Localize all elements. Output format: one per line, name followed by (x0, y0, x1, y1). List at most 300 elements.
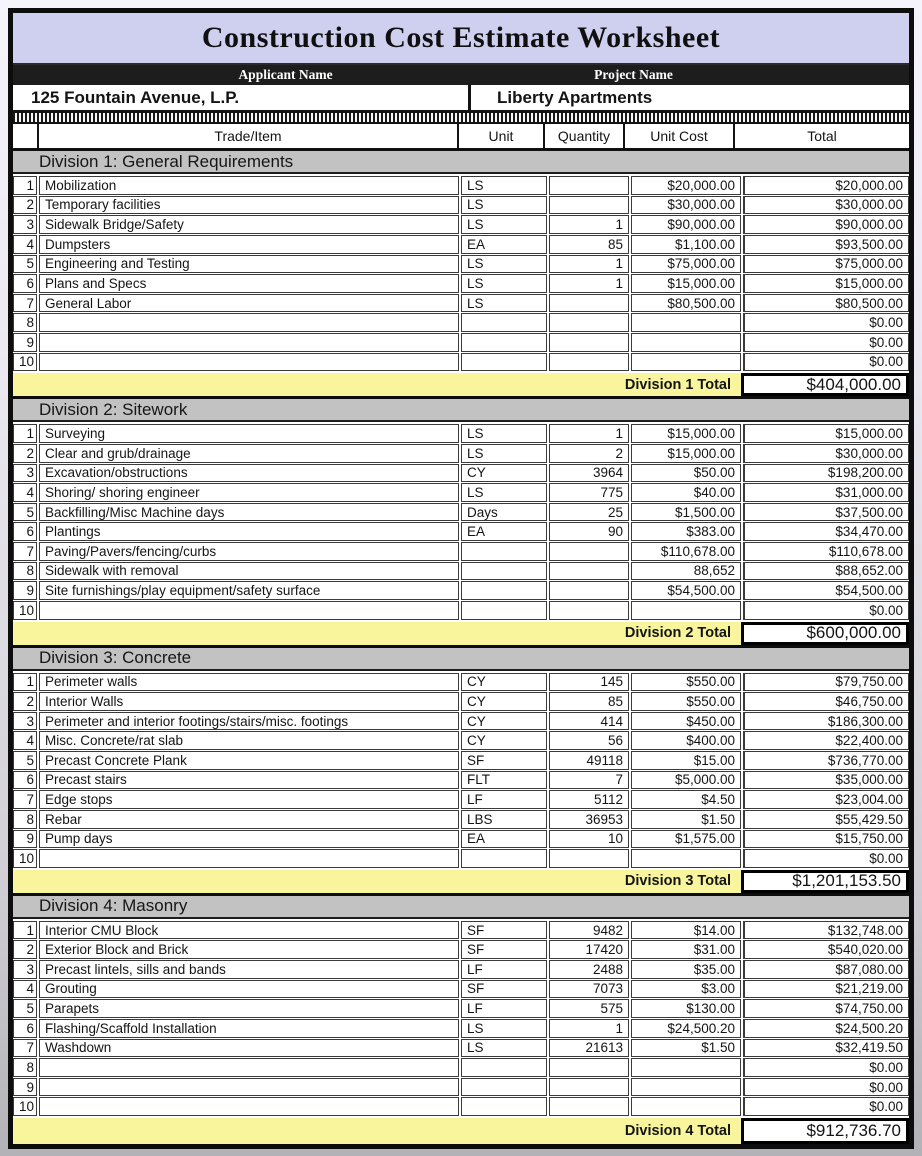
row-number-cell: 8 (13, 562, 37, 581)
unit-cell: SF (461, 921, 547, 940)
unit-cell: LF (461, 999, 547, 1018)
division-total-label: Division 2 Total (13, 622, 741, 645)
row-number-cell: 2 (13, 940, 37, 959)
divisions-container (13, 151, 909, 1144)
quantity-cell: 7 (549, 771, 629, 790)
unit-cell (461, 1058, 547, 1077)
table-row (13, 790, 909, 809)
quantity-cell: 575 (549, 999, 629, 1018)
trade-item-cell: Exterior Block and Brick (39, 940, 459, 959)
unit-cost-cell: $1,500.00 (631, 503, 741, 522)
trade-item-cell (39, 601, 459, 620)
quantity-cell (549, 1078, 629, 1097)
total-cell: $23,004.00 (743, 790, 909, 809)
quantity-cell (549, 294, 629, 313)
row-number-cell: 6 (13, 274, 37, 293)
row-number-cell: 4 (13, 235, 37, 254)
unit-cell: CY (461, 692, 547, 711)
row-number-cell: 8 (13, 810, 37, 829)
trade-item-cell: Interior Walls (39, 692, 459, 711)
quantity-cell: 10 (549, 830, 629, 849)
unit-cell (461, 313, 547, 332)
total-cell: $34,470.00 (743, 522, 909, 541)
row-number-cell: 3 (13, 215, 37, 234)
trade-item-cell (39, 849, 459, 868)
unit-cost-cell (631, 1078, 741, 1097)
division-total-label: Division 3 Total (13, 870, 741, 893)
column-header-unit: Unit (457, 124, 543, 148)
unit-cost-cell: $20,000.00 (631, 176, 741, 195)
quantity-cell: 9482 (549, 921, 629, 940)
quantity-cell: 49118 (549, 751, 629, 770)
unit-cell: SF (461, 751, 547, 770)
unit-cost-cell: $4.50 (631, 790, 741, 809)
unit-cost-cell: $40.00 (631, 483, 741, 502)
table-row (13, 464, 909, 483)
total-cell: $79,750.00 (743, 673, 909, 692)
total-cell: $30,000.00 (743, 196, 909, 215)
quantity-cell: 2488 (549, 960, 629, 979)
quantity-cell (549, 1097, 629, 1116)
unit-cost-cell: $75,000.00 (631, 255, 741, 274)
row-number-cell: 1 (13, 424, 37, 443)
applicant-name-value: 125 Fountain Avenue, L.P. (31, 87, 240, 107)
quantity-cell: 25 (549, 503, 629, 522)
division-header (13, 399, 909, 422)
trade-item-cell: Temporary facilities (39, 196, 459, 215)
division-section (13, 648, 909, 896)
quantity-cell (549, 196, 629, 215)
row-number-cell: 10 (13, 601, 37, 620)
total-cell: $132,748.00 (743, 921, 909, 940)
table-row (13, 235, 909, 254)
row-number-cell: 8 (13, 313, 37, 332)
table-row (13, 1097, 909, 1116)
trade-item-cell: Flashing/Scaffold Installation (39, 1019, 459, 1038)
table-row (13, 940, 909, 959)
name-labels-bar (13, 65, 909, 85)
quantity-cell (549, 542, 629, 561)
total-cell: $0.00 (743, 353, 909, 372)
total-cell: $21,219.00 (743, 980, 909, 999)
unit-cost-cell: $15.00 (631, 751, 741, 770)
quantity-cell (549, 353, 629, 372)
unit-cell: LS (461, 483, 547, 502)
quantity-cell: 85 (549, 235, 629, 254)
unit-cell (461, 542, 547, 561)
unit-cost-cell: $15,000.00 (631, 274, 741, 293)
row-number-cell: 3 (13, 960, 37, 979)
trade-item-cell (39, 1078, 459, 1097)
total-cell: $736,770.00 (743, 751, 909, 770)
unit-cell: LF (461, 790, 547, 809)
unit-cost-cell: $1.50 (631, 1039, 741, 1058)
row-number-cell: 7 (13, 294, 37, 313)
unit-cost-cell: $450.00 (631, 712, 741, 731)
table-row (13, 562, 909, 581)
quantity-cell: 145 (549, 673, 629, 692)
quantity-cell: 414 (549, 712, 629, 731)
total-cell: $90,000.00 (743, 215, 909, 234)
unit-cell (461, 333, 547, 352)
row-number-cell: 10 (13, 849, 37, 868)
total-cell: $15,750.00 (743, 830, 909, 849)
table-row (13, 353, 909, 372)
division-header (13, 151, 909, 174)
total-cell: $31,000.00 (743, 483, 909, 502)
total-cell: $54,500.00 (743, 581, 909, 600)
trade-item-cell: Interior CMU Block (39, 921, 459, 940)
unit-cell: CY (461, 712, 547, 731)
total-cell: $35,000.00 (743, 771, 909, 790)
unit-cost-cell: $130.00 (631, 999, 741, 1018)
quantity-cell (549, 601, 629, 620)
trade-item-cell: Plans and Specs (39, 274, 459, 293)
division-section (13, 151, 909, 399)
project-name-value: Liberty Apartments (468, 85, 909, 110)
row-number-cell: 1 (13, 673, 37, 692)
unit-cost-cell: $35.00 (631, 960, 741, 979)
total-cell: $87,080.00 (743, 960, 909, 979)
row-number-cell: 5 (13, 255, 37, 274)
division-rows (13, 671, 909, 869)
worksheet-title-bar (13, 13, 909, 65)
column-header-row (13, 124, 909, 151)
total-cell: $15,000.00 (743, 274, 909, 293)
applicant-name-label: Applicant Name (238, 67, 333, 82)
unit-cell: LS (461, 424, 547, 443)
unit-cost-cell: $550.00 (631, 673, 741, 692)
table-row (13, 255, 909, 274)
division-title: Division 4: Masonry (39, 896, 188, 916)
table-row (13, 444, 909, 463)
trade-item-cell: Mobilization (39, 176, 459, 195)
table-row (13, 731, 909, 750)
column-header-quantity: Quantity (543, 124, 623, 148)
column-header-trade-item: Trade/Item (37, 124, 457, 148)
unit-cell (461, 601, 547, 620)
project-name-label: Project Name (594, 67, 673, 82)
quantity-cell: 1 (549, 1019, 629, 1038)
unit-cell: LS (461, 176, 547, 195)
table-row (13, 196, 909, 215)
quantity-cell (549, 333, 629, 352)
trade-item-cell: Sidewalk Bridge/Safety (39, 215, 459, 234)
total-cell: $22,400.00 (743, 731, 909, 750)
unit-cell: LS (461, 1019, 547, 1038)
table-row (13, 999, 909, 1018)
row-number-cell: 8 (13, 1058, 37, 1077)
row-number-cell: 5 (13, 503, 37, 522)
table-row (13, 830, 909, 849)
table-row (13, 522, 909, 541)
row-number-cell: 7 (13, 790, 37, 809)
row-number-cell: 4 (13, 980, 37, 999)
unit-cell: LS (461, 444, 547, 463)
unit-cell: Days (461, 503, 547, 522)
unit-cell (461, 1097, 547, 1116)
total-cell: $93,500.00 (743, 235, 909, 254)
total-cell: $32,419.50 (743, 1039, 909, 1058)
trade-item-cell: Precast stairs (39, 771, 459, 790)
row-number-cell: 10 (13, 353, 37, 372)
row-number-cell: 4 (13, 731, 37, 750)
unit-cell: LBS (461, 810, 547, 829)
trade-item-cell (39, 313, 459, 332)
division-total-row (13, 1118, 909, 1144)
quantity-cell: 17420 (549, 940, 629, 959)
total-cell: $0.00 (743, 1058, 909, 1077)
unit-cell: LS (461, 1039, 547, 1058)
row-number-cell: 1 (13, 921, 37, 940)
trade-item-cell: Site furnishings/play equipment/safety surface (39, 581, 459, 600)
unit-cell: LS (461, 196, 547, 215)
unit-cost-cell (631, 313, 741, 332)
table-row (13, 294, 909, 313)
row-number-cell: 5 (13, 751, 37, 770)
unit-cost-cell: 88,652 (631, 562, 741, 581)
column-header-total: Total (733, 124, 909, 148)
trade-item-cell: Plantings (39, 522, 459, 541)
row-number-cell: 2 (13, 692, 37, 711)
division-rows (13, 919, 909, 1117)
division-total-row (13, 870, 909, 896)
trade-item-cell: Washdown (39, 1039, 459, 1058)
unit-cost-cell: $1.50 (631, 810, 741, 829)
table-row (13, 313, 909, 332)
table-row (13, 581, 909, 600)
trade-item-cell: Perimeter walls (39, 673, 459, 692)
table-row (13, 274, 909, 293)
unit-cell: EA (461, 522, 547, 541)
unit-cell: EA (461, 235, 547, 254)
trade-item-cell: General Labor (39, 294, 459, 313)
table-row (13, 921, 909, 940)
row-number-cell: 7 (13, 542, 37, 561)
row-number-cell: 3 (13, 712, 37, 731)
quantity-cell (549, 562, 629, 581)
table-row (13, 751, 909, 770)
table-row (13, 960, 909, 979)
unit-cost-cell: $383.00 (631, 522, 741, 541)
total-cell: $24,500.20 (743, 1019, 909, 1038)
trade-item-cell (39, 353, 459, 372)
total-cell: $0.00 (743, 849, 909, 868)
table-row (13, 215, 909, 234)
division-title: Division 2: Sitework (39, 399, 188, 419)
trade-item-cell: Sidewalk with removal (39, 562, 459, 581)
table-row (13, 692, 909, 711)
striped-divider (13, 112, 909, 124)
row-number-cell: 10 (13, 1097, 37, 1116)
row-number-cell: 9 (13, 581, 37, 600)
table-row (13, 1078, 909, 1097)
unit-cell: LS (461, 215, 547, 234)
quantity-cell: 90 (549, 522, 629, 541)
quantity-cell (549, 849, 629, 868)
trade-item-cell: Edge stops (39, 790, 459, 809)
unit-cost-cell: $80,500.00 (631, 294, 741, 313)
total-cell: $0.00 (743, 333, 909, 352)
name-values-row (13, 85, 909, 112)
trade-item-cell: Excavation/obstructions (39, 464, 459, 483)
worksheet-sheet (8, 8, 914, 1149)
unit-cost-cell (631, 1058, 741, 1077)
quantity-cell: 5112 (549, 790, 629, 809)
row-number-cell: 7 (13, 1039, 37, 1058)
table-row (13, 673, 909, 692)
trade-item-cell: Misc. Concrete/rat slab (39, 731, 459, 750)
total-cell: $0.00 (743, 1097, 909, 1116)
table-row (13, 601, 909, 620)
total-cell: $46,750.00 (743, 692, 909, 711)
division-header (13, 896, 909, 919)
table-row (13, 1019, 909, 1038)
total-cell: $75,000.00 (743, 255, 909, 274)
trade-item-cell (39, 333, 459, 352)
quantity-cell (549, 1058, 629, 1077)
total-cell: $0.00 (743, 313, 909, 332)
trade-item-cell: Clear and grub/drainage (39, 444, 459, 463)
row-number-cell: 9 (13, 1078, 37, 1097)
total-cell: $540,020.00 (743, 940, 909, 959)
total-cell: $198,200.00 (743, 464, 909, 483)
unit-cost-cell: $90,000.00 (631, 215, 741, 234)
unit-cost-cell (631, 1097, 741, 1116)
division-rows (13, 174, 909, 372)
trade-item-cell: Rebar (39, 810, 459, 829)
division-title: Division 1: General Requirements (39, 151, 294, 171)
unit-cost-cell: $1,100.00 (631, 235, 741, 254)
unit-cell: LF (461, 960, 547, 979)
unit-cost-cell (631, 353, 741, 372)
table-row (13, 771, 909, 790)
unit-cost-cell: $54,500.00 (631, 581, 741, 600)
quantity-cell: 2 (549, 444, 629, 463)
quantity-cell (549, 176, 629, 195)
quantity-cell: 1 (549, 274, 629, 293)
quantity-cell (549, 581, 629, 600)
division-section (13, 896, 909, 1144)
unit-cost-cell (631, 849, 741, 868)
division-total-value: $404,000.00 (741, 373, 909, 396)
quantity-cell: 3964 (549, 464, 629, 483)
quantity-cell: 775 (549, 483, 629, 502)
unit-cost-cell: $30,000.00 (631, 196, 741, 215)
unit-cost-cell: $15,000.00 (631, 424, 741, 443)
unit-cell: LS (461, 274, 547, 293)
trade-item-cell: Paving/Pavers/fencing/curbs (39, 542, 459, 561)
unit-cell (461, 353, 547, 372)
total-cell: $37,500.00 (743, 503, 909, 522)
trade-item-cell: Surveying (39, 424, 459, 443)
unit-cost-cell: $24,500.20 (631, 1019, 741, 1038)
total-cell: $110,678.00 (743, 542, 909, 561)
table-row (13, 333, 909, 352)
row-number-cell: 3 (13, 464, 37, 483)
division-total-label: Division 4 Total (13, 1118, 741, 1144)
trade-item-cell: Backfilling/Misc Machine days (39, 503, 459, 522)
row-number-cell: 2 (13, 444, 37, 463)
total-cell: $0.00 (743, 1078, 909, 1097)
quantity-cell: 1 (549, 215, 629, 234)
column-header-unit-cost: Unit Cost (623, 124, 733, 148)
unit-cell (461, 562, 547, 581)
row-number-cell: 5 (13, 999, 37, 1018)
unit-cost-cell: $550.00 (631, 692, 741, 711)
total-cell: $20,000.00 (743, 176, 909, 195)
unit-cell: CY (461, 731, 547, 750)
division-total-value: $1,201,153.50 (741, 870, 909, 893)
table-row (13, 1058, 909, 1077)
quantity-cell: 21613 (549, 1039, 629, 1058)
total-cell: $15,000.00 (743, 424, 909, 443)
unit-cell: LS (461, 294, 547, 313)
total-cell: $88,652.00 (743, 562, 909, 581)
division-total-value: $912,736.70 (741, 1118, 909, 1144)
trade-item-cell: Pump days (39, 830, 459, 849)
unit-cost-cell: $400.00 (631, 731, 741, 750)
unit-cost-cell (631, 601, 741, 620)
table-row (13, 1039, 909, 1058)
division-total-row (13, 622, 909, 648)
total-cell: $74,750.00 (743, 999, 909, 1018)
unit-cost-cell: $110,678.00 (631, 542, 741, 561)
trade-item-cell (39, 1058, 459, 1077)
table-row (13, 810, 909, 829)
trade-item-cell: Parapets (39, 999, 459, 1018)
total-cell: $30,000.00 (743, 444, 909, 463)
division-rows (13, 422, 909, 620)
unit-cell: CY (461, 464, 547, 483)
row-number-cell: 9 (13, 333, 37, 352)
trade-item-cell: Precast lintels, sills and bands (39, 960, 459, 979)
table-row (13, 849, 909, 868)
division-section (13, 399, 909, 647)
column-header-row-number (13, 124, 37, 148)
unit-cell: SF (461, 980, 547, 999)
row-number-cell: 9 (13, 830, 37, 849)
total-cell: $186,300.00 (743, 712, 909, 731)
row-number-cell: 2 (13, 196, 37, 215)
unit-cost-cell (631, 333, 741, 352)
table-row (13, 176, 909, 195)
table-row (13, 980, 909, 999)
unit-cost-cell: $3.00 (631, 980, 741, 999)
unit-cost-cell: $5,000.00 (631, 771, 741, 790)
table-row (13, 483, 909, 502)
unit-cost-cell: $15,000.00 (631, 444, 741, 463)
unit-cell: FLT (461, 771, 547, 790)
trade-item-cell (39, 1097, 459, 1116)
table-row (13, 503, 909, 522)
row-number-cell: 6 (13, 522, 37, 541)
unit-cell: LS (461, 255, 547, 274)
worksheet-title: Construction Cost Estimate Worksheet (201, 21, 721, 54)
division-total-value: $600,000.00 (741, 622, 909, 645)
quantity-cell: 85 (549, 692, 629, 711)
total-cell: $80,500.00 (743, 294, 909, 313)
trade-item-cell: Dumpsters (39, 235, 459, 254)
row-number-cell: 1 (13, 176, 37, 195)
unit-cell (461, 849, 547, 868)
table-row (13, 424, 909, 443)
trade-item-cell: Precast Concrete Plank (39, 751, 459, 770)
quantity-cell (549, 313, 629, 332)
quantity-cell: 7073 (549, 980, 629, 999)
unit-cell (461, 581, 547, 600)
quantity-cell: 1 (549, 255, 629, 274)
